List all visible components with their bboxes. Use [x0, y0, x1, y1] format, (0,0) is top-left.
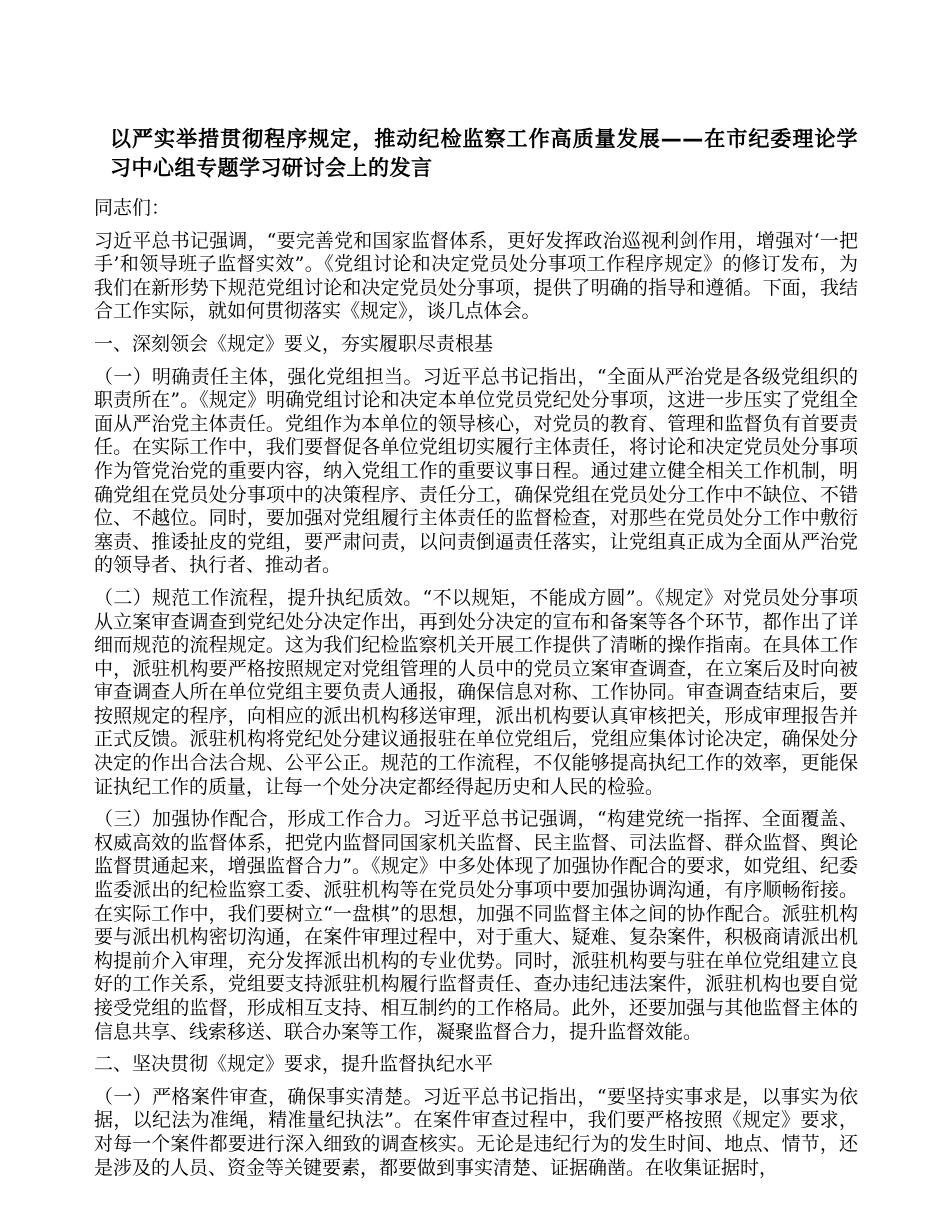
- section-1-paragraph-1: （一）明确责任主体，强化党组担当。习近平总书记指出，“全面从严治党是各级党组织的职责所在”。《规定》明确党组讨论和决定本单位党员党纪处分事项，这进一步压实了党组全面从严治党主体责任。党组作为本单位的领导核心，对党员的教育、管理和监督负有首要责任。在实际工作中，我们要督促各单位党组切实履行主体责任，将讨论和决定党员处分事项作为管党治党的重要内容，纳入党组工作的重要议事日程。通过建立健全相关工作机制，明确党组在党员处分事项中的决策程序、责任分工，确保党组在党员处分工作中不缺位、不错位、不越位。同时，要加强对党组履行主体责任的监督检查，对那些在党员处分工作中敷衍塞责、推诿扯皮的党组，要严肃问责，以问责倒逼责任落实，让党组真正成为全面从严治党的领导者、执行者、推动者。: [94, 365, 858, 577]
- salutation: 同志们：: [94, 197, 171, 219]
- section-2-heading: 二、坚决贯彻《规定》要求，提升监督执纪水平: [94, 1053, 494, 1076]
- document-title: 以严实举措贯彻程序规定，推动纪检监察工作高质量发展——在市纪委理论学习中心组专题学习研讨会上的发言: [110, 127, 858, 180]
- section-1-paragraph-3: （三）加强协作配合，形成工作合力。习近平总书记强调，“构建党统一指挥、全面覆盖、权威高效的监督体系，把党内监督同国家机关监督、民主监督、司法监督、群众监督、舆论监督贯通起来，增强监督合力”。《规定》中多处体现了加强协作配合的要求，如党组、纪委监委派出的纪检监察工委、派驻机构等在党员处分事项中要加强协调沟通，有序顺畅衔接。在实际工作中，我们要树立“一盘棋”的思想，加强不同监督主体之间的协作配合。派驻机构要与派出机构密切沟通，在案件审理过程中，对于重大、疑难、复杂案件，积极商请派出机构提前介入审理，充分发挥派出机构的专业优势。同时，派驻机构要与驻在单位党组建立良好的工作关系，党组要支持派驻机构履行监督责任、查办违纪违法案件，派驻机构也要自觉接受党组的监督，形成相互支持、相互制约的工作格局。此外，还要加强与其他监督主体的信息共享、线索移送、联合办案等工作，凝聚监督合力，提升监督效能。: [94, 808, 858, 1043]
- intro-paragraph: 习近平总书记强调，“要完善党和国家监督体系，更好发挥政治巡视利剑作用，增强对‘一把手’和领导班子监督实效”。《党组讨论和决定党员处分事项工作程序规定》的修订发布，为我们在新形势下规范党组讨论和决定党员处分事项，提供了明确的指导和遵循。下面，我结合工作实际，就如何贯彻落实《规定》，谈几点体会。: [94, 229, 858, 323]
- section-1-heading: 一、深刻领会《规定》要义，夯实履职尽责根基: [94, 332, 494, 355]
- section-1-paragraph-2: （二）规范工作流程，提升执纪质效。“不以规矩，不能成方圆”。《规定》对党员处分事项从立案审查调查到党纪处分决定作出，再到处分决定的宣布和备案等各个环节，都作出了详细而规范的流程规定。这为我们纪检监察机关开展工作提供了清晰的操作指南。在具体工作中，派驻机构要严格按照规定对党组管理的人员中的党员立案审查调查，在立案后及时向被审查调查人所在单位党组主要负责人通报，确保信息对称、工作协同。审查调查结束后，要按照规定的程序，向相应的派出机构移送审理，派出机构要认真审核把关，形成审理报告并正式反馈。派驻机构将党纪处分建议通报驻在单位党组后，党组应集体讨论决定，确保处分决定的作出合法合规、公平公正。规范的工作流程，不仅能够提高执纪工作的效率，更能保证执纪工作的质量，让每一个处分决定都经得起历史和人民的检验。: [94, 586, 858, 798]
- section-2-paragraph-1: （一）严格案件审查，确保事实清楚。习近平总书记指出，“要坚持实事求是，以事实为依据，以纪法为准绳，精准量纪执法”。在案件审查过程中，我们要严格按照《规定》要求，对每一个案件都要进行深入细致的调查核实。无论是违纪行为的发生时间、地点、情节，还是涉及的人员、资金等关键要素，都要做到事实清楚、证据确凿。在收集证据时，: [94, 1085, 858, 1179]
